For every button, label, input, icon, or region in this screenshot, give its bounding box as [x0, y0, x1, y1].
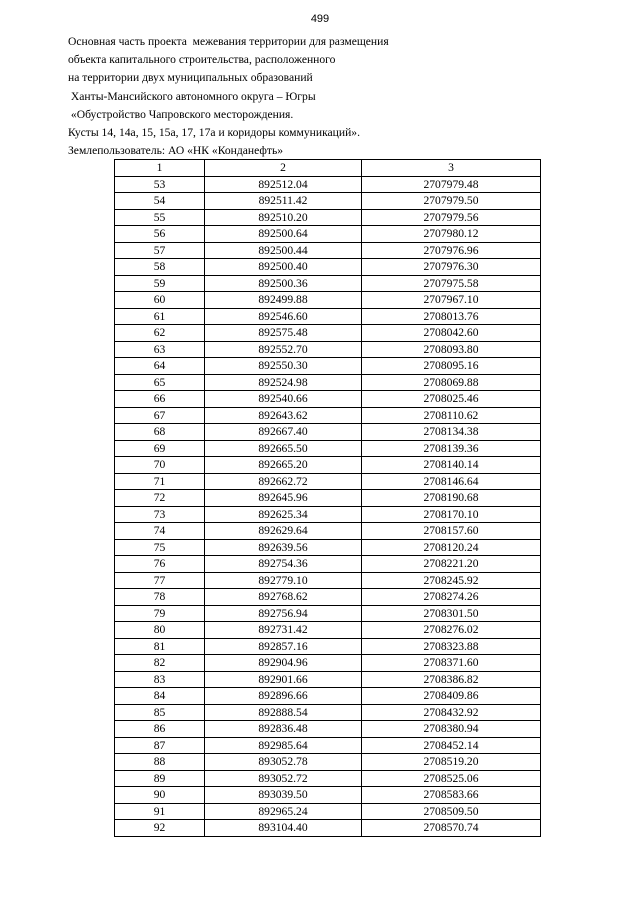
- point-number-cell: 92: [115, 820, 205, 837]
- y-coordinate-cell: 2708069.88: [362, 374, 541, 391]
- point-number-cell: 62: [115, 325, 205, 342]
- x-coordinate-cell: 893104.40: [205, 820, 362, 837]
- header-line: на территории двух муниципальных образований: [68, 71, 313, 85]
- point-number-cell: 74: [115, 523, 205, 540]
- y-coordinate-cell: 2708570.74: [362, 820, 541, 837]
- point-number-cell: 80: [115, 622, 205, 639]
- table-row: [115, 787, 541, 804]
- table-row: [115, 292, 541, 309]
- table-row: [115, 803, 541, 820]
- y-coordinate-cell: 2707980.12: [362, 226, 541, 243]
- y-coordinate-cell: 2708525.06: [362, 770, 541, 787]
- table-row: [115, 820, 541, 837]
- y-coordinate-cell: 2708386.82: [362, 671, 541, 688]
- x-coordinate-cell: 892645.96: [205, 490, 362, 507]
- x-coordinate-cell: 892629.64: [205, 523, 362, 540]
- point-number-cell: 68: [115, 424, 205, 441]
- point-number-cell: 70: [115, 457, 205, 474]
- x-coordinate-cell: 892896.66: [205, 688, 362, 705]
- table-row: [115, 308, 541, 325]
- point-number-cell: 79: [115, 605, 205, 622]
- point-number-cell: 89: [115, 770, 205, 787]
- point-number-cell: 77: [115, 572, 205, 589]
- point-number-cell: 91: [115, 803, 205, 820]
- y-coordinate-cell: 2708095.16: [362, 358, 541, 375]
- x-coordinate-cell: 892552.70: [205, 341, 362, 358]
- point-number-cell: 76: [115, 556, 205, 573]
- y-coordinate-cell: 2708276.02: [362, 622, 541, 639]
- point-number-cell: 57: [115, 242, 205, 259]
- table-row: [115, 572, 541, 589]
- x-coordinate-cell: 892836.48: [205, 721, 362, 738]
- x-coordinate-cell: 892643.62: [205, 407, 362, 424]
- x-coordinate-cell: 892965.24: [205, 803, 362, 820]
- y-coordinate-cell: 2707979.56: [362, 209, 541, 226]
- point-number-cell: 83: [115, 671, 205, 688]
- x-coordinate-cell: 892665.50: [205, 440, 362, 457]
- table-row: [115, 193, 541, 210]
- point-number-cell: 85: [115, 704, 205, 721]
- point-number-cell: 64: [115, 358, 205, 375]
- x-coordinate-cell: 892665.20: [205, 457, 362, 474]
- table-row: [115, 176, 541, 193]
- y-coordinate-cell: 2707979.50: [362, 193, 541, 210]
- point-number-cell: 88: [115, 754, 205, 771]
- column-header-y: 3: [362, 160, 541, 177]
- table-row: [115, 391, 541, 408]
- column-header-point: 1: [115, 160, 205, 177]
- table-row: [115, 688, 541, 705]
- y-coordinate-cell: 2708013.76: [362, 308, 541, 325]
- table-row: [115, 721, 541, 738]
- table-row: [115, 655, 541, 672]
- table-row: [115, 539, 541, 556]
- x-coordinate-cell: 892667.40: [205, 424, 362, 441]
- y-coordinate-cell: 2707976.30: [362, 259, 541, 276]
- point-number-cell: 60: [115, 292, 205, 309]
- y-coordinate-cell: 2707975.58: [362, 275, 541, 292]
- point-number-cell: 58: [115, 259, 205, 276]
- y-coordinate-cell: 2708409.86: [362, 688, 541, 705]
- table-row: [115, 737, 541, 754]
- header-line: объекта капитального строительства, расположенного: [68, 53, 336, 67]
- point-number-cell: 86: [115, 721, 205, 738]
- x-coordinate-cell: 892768.62: [205, 589, 362, 606]
- x-coordinate-cell: 892904.96: [205, 655, 362, 672]
- table-row: [115, 638, 541, 655]
- x-coordinate-cell: 892985.64: [205, 737, 362, 754]
- point-number-cell: 78: [115, 589, 205, 606]
- point-number-cell: 54: [115, 193, 205, 210]
- table-row: [115, 424, 541, 441]
- table-row: [115, 341, 541, 358]
- x-coordinate-cell: 892756.94: [205, 605, 362, 622]
- x-coordinate-cell: 892500.40: [205, 259, 362, 276]
- table-row: [115, 622, 541, 639]
- point-number-cell: 90: [115, 787, 205, 804]
- x-coordinate-cell: 892550.30: [205, 358, 362, 375]
- header-line: «Обустройство Чапровского месторождения.: [68, 107, 294, 121]
- y-coordinate-cell: 2708120.24: [362, 539, 541, 556]
- table-row: [115, 374, 541, 391]
- y-coordinate-cell: 2708042.60: [362, 325, 541, 342]
- point-number-cell: 73: [115, 506, 205, 523]
- y-coordinate-cell: 2708140.14: [362, 457, 541, 474]
- point-number-cell: 66: [115, 391, 205, 408]
- table-row: [115, 523, 541, 540]
- y-coordinate-cell: 2708371.60: [362, 655, 541, 672]
- y-coordinate-cell: 2708170.10: [362, 506, 541, 523]
- x-coordinate-cell: 892639.56: [205, 539, 362, 556]
- x-coordinate-cell: 892857.16: [205, 638, 362, 655]
- point-number-cell: 75: [115, 539, 205, 556]
- x-coordinate-cell: 892546.60: [205, 308, 362, 325]
- y-coordinate-cell: 2708323.88: [362, 638, 541, 655]
- point-number-cell: 82: [115, 655, 205, 672]
- table-row: [115, 506, 541, 523]
- table-row: [115, 325, 541, 342]
- column-header-x: 2: [205, 160, 362, 177]
- point-number-cell: 53: [115, 176, 205, 193]
- x-coordinate-cell: 892731.42: [205, 622, 362, 639]
- table-row: [115, 473, 541, 490]
- x-coordinate-cell: 893052.78: [205, 754, 362, 771]
- table-row: [115, 407, 541, 424]
- table-body: [115, 176, 541, 836]
- x-coordinate-cell: 892500.36: [205, 275, 362, 292]
- point-number-cell: 56: [115, 226, 205, 243]
- table-row: [115, 226, 541, 243]
- point-number-cell: 71: [115, 473, 205, 490]
- y-coordinate-cell: 2708380.94: [362, 721, 541, 738]
- header-line: Землепользователь: АО «НК «Конданефть»: [68, 144, 284, 158]
- point-number-cell: 69: [115, 440, 205, 457]
- table-row: [115, 490, 541, 507]
- header-line: Кусты 14, 14а, 15, 15а, 17, 17а и коридоры коммуникаций».: [68, 126, 360, 140]
- point-number-cell: 59: [115, 275, 205, 292]
- x-coordinate-cell: 892511.42: [205, 193, 362, 210]
- x-coordinate-cell: 893052.72: [205, 770, 362, 787]
- point-number-cell: 67: [115, 407, 205, 424]
- y-coordinate-cell: 2708452.14: [362, 737, 541, 754]
- y-coordinate-cell: 2708139.36: [362, 440, 541, 457]
- point-number-cell: 72: [115, 490, 205, 507]
- document-header: [68, 33, 588, 160]
- table-row: [115, 242, 541, 259]
- y-coordinate-cell: 2708093.80: [362, 341, 541, 358]
- x-coordinate-cell: 892625.34: [205, 506, 362, 523]
- point-number-cell: 84: [115, 688, 205, 705]
- y-coordinate-cell: 2708432.92: [362, 704, 541, 721]
- table-row: [115, 259, 541, 276]
- x-coordinate-cell: 892779.10: [205, 572, 362, 589]
- page-number: 499: [310, 13, 330, 25]
- y-coordinate-cell: 2708146.64: [362, 473, 541, 490]
- table-row: [115, 556, 541, 573]
- x-coordinate-cell: 892524.98: [205, 374, 362, 391]
- table-row: [115, 770, 541, 787]
- point-number-cell: 65: [115, 374, 205, 391]
- x-coordinate-cell: 892662.72: [205, 473, 362, 490]
- x-coordinate-cell: 892512.04: [205, 176, 362, 193]
- table-row: [115, 358, 541, 375]
- y-coordinate-cell: 2708301.50: [362, 605, 541, 622]
- coordinates-table: [114, 159, 541, 837]
- y-coordinate-cell: 2708519.20: [362, 754, 541, 771]
- table-row: [115, 275, 541, 292]
- table-row: [115, 671, 541, 688]
- x-coordinate-cell: 892540.66: [205, 391, 362, 408]
- point-number-cell: 55: [115, 209, 205, 226]
- table-row: [115, 754, 541, 771]
- x-coordinate-cell: 892500.64: [205, 226, 362, 243]
- x-coordinate-cell: 892888.54: [205, 704, 362, 721]
- header-line: Ханты-Мансийского автономного округа – Югры: [68, 89, 316, 103]
- table-row: [115, 704, 541, 721]
- x-coordinate-cell: 892901.66: [205, 671, 362, 688]
- y-coordinate-cell: 2708157.60: [362, 523, 541, 540]
- y-coordinate-cell: 2708221.20: [362, 556, 541, 573]
- x-coordinate-cell: 893039.50: [205, 787, 362, 804]
- point-number-cell: 87: [115, 737, 205, 754]
- x-coordinate-cell: 892575.48: [205, 325, 362, 342]
- y-coordinate-cell: 2707979.48: [362, 176, 541, 193]
- table-header-row: [115, 160, 541, 177]
- table-row: [115, 457, 541, 474]
- x-coordinate-cell: 892500.44: [205, 242, 362, 259]
- y-coordinate-cell: 2708110.62: [362, 407, 541, 424]
- y-coordinate-cell: 2708583.66: [362, 787, 541, 804]
- table-row: [115, 209, 541, 226]
- point-number-cell: 81: [115, 638, 205, 655]
- x-coordinate-cell: 892510.20: [205, 209, 362, 226]
- x-coordinate-cell: 892499.88: [205, 292, 362, 309]
- y-coordinate-cell: 2708274.26: [362, 589, 541, 606]
- y-coordinate-cell: 2708025.46: [362, 391, 541, 408]
- table-row: [115, 440, 541, 457]
- y-coordinate-cell: 2708509.50: [362, 803, 541, 820]
- point-number-cell: 61: [115, 308, 205, 325]
- y-coordinate-cell: 2707976.96: [362, 242, 541, 259]
- y-coordinate-cell: 2707967.10: [362, 292, 541, 309]
- header-line: Основная часть проекта межевания территории для размещения: [68, 35, 389, 48]
- point-number-cell: 63: [115, 341, 205, 358]
- y-coordinate-cell: 2708190.68: [362, 490, 541, 507]
- table-row: [115, 589, 541, 606]
- x-coordinate-cell: 892754.36: [205, 556, 362, 573]
- y-coordinate-cell: 2708245.92: [362, 572, 541, 589]
- y-coordinate-cell: 2708134.38: [362, 424, 541, 441]
- table-row: [115, 605, 541, 622]
